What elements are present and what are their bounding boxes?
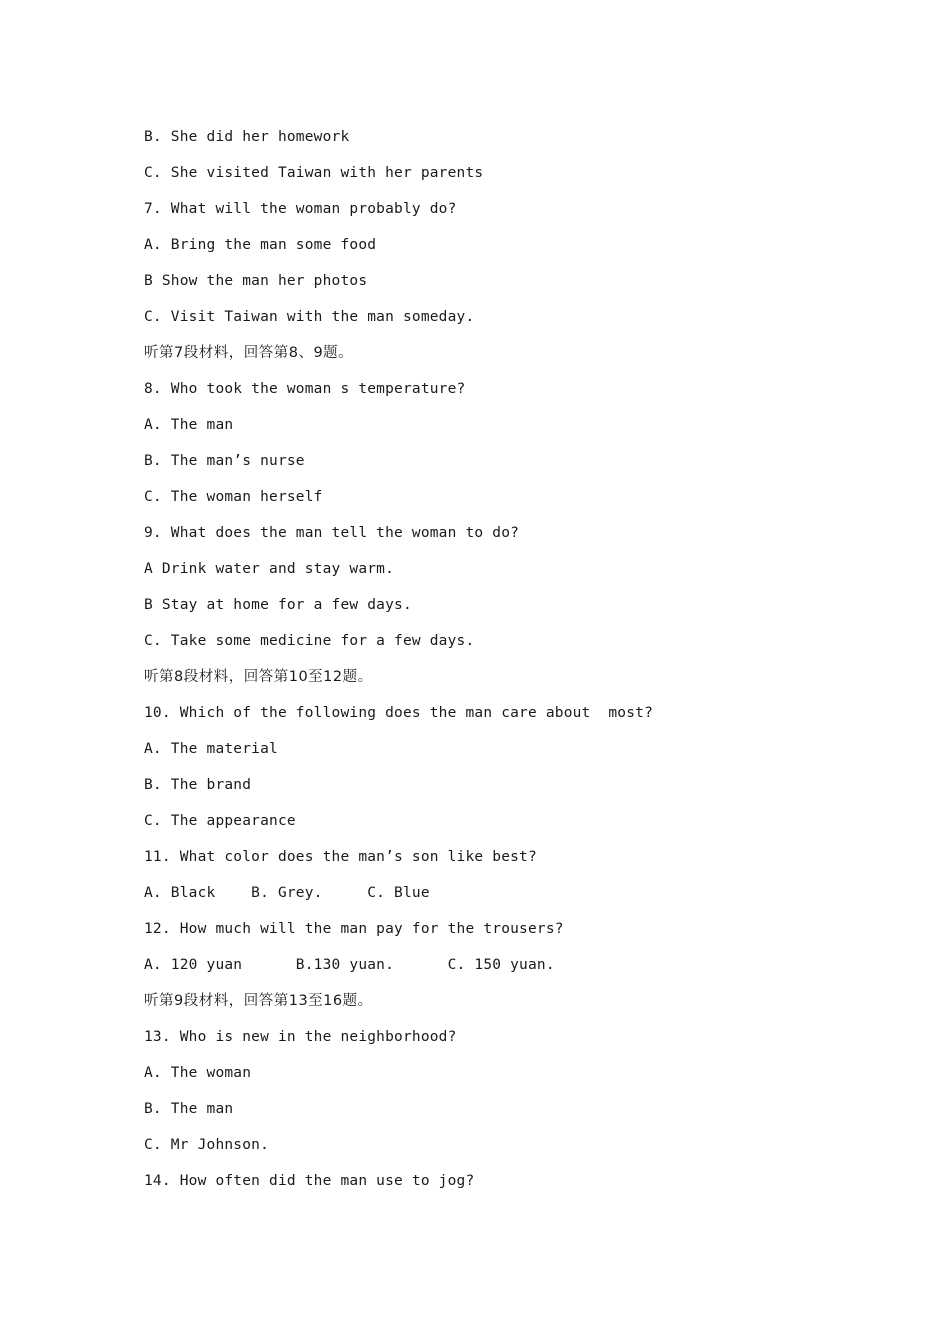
option-line: B Stay at home for a few days.: [144, 597, 412, 613]
question-line: 11. What color does the man’s son like best?: [144, 849, 537, 865]
question-line: 10. Which of the following does the man care about most?: [144, 705, 653, 721]
section-instruction: 听第8段材料，回答第10至12题。: [144, 669, 373, 685]
option-line: A. The material: [144, 741, 278, 757]
section-instruction: 听第9段材料，回答第13至16题。: [144, 993, 373, 1009]
option-line: B. The man: [144, 1101, 234, 1117]
question-line: 7. What will the woman probably do?: [144, 201, 457, 217]
option-line: A Drink water and stay warm.: [144, 561, 395, 577]
question-list: [144, 126, 844, 1206]
option-line: C. Visit Taiwan with the man someday.: [144, 309, 475, 325]
option-line: B. The man’s nurse: [144, 453, 305, 469]
option-line: C. The appearance: [144, 813, 296, 829]
option-line: B. She did her homework: [144, 129, 350, 145]
option-line: A. 120 yuan B.130 yuan. C. 150 yuan.: [144, 957, 555, 973]
option-line: B Show the man her photos: [144, 273, 368, 289]
section-instruction: 听第7段材料，回答第8、9题。: [144, 345, 354, 361]
option-line: A. The man: [144, 417, 234, 433]
option-line: A. The woman: [144, 1065, 252, 1081]
question-line: 9. What does the man tell the woman to do?: [144, 525, 520, 541]
option-line: C. She visited Taiwan with her parents: [144, 165, 484, 181]
option-line: B. The brand: [144, 777, 252, 793]
question-line: 8. Who took the woman s temperature?: [144, 381, 466, 397]
question-line: 13. Who is new in the neighborhood?: [144, 1029, 457, 1045]
option-line: C. Mr Johnson.: [144, 1137, 270, 1153]
option-line: A. Black B. Grey. C. Blue: [144, 885, 430, 901]
option-line: C. The woman herself: [144, 489, 323, 505]
option-line: C. Take some medicine for a few days.: [144, 633, 475, 649]
option-line: A. Bring the man some food: [144, 237, 377, 253]
question-line: 12. How much will the man pay for the trousers?: [144, 921, 564, 937]
question-line: 14. How often did the man use to jog?: [144, 1173, 475, 1189]
